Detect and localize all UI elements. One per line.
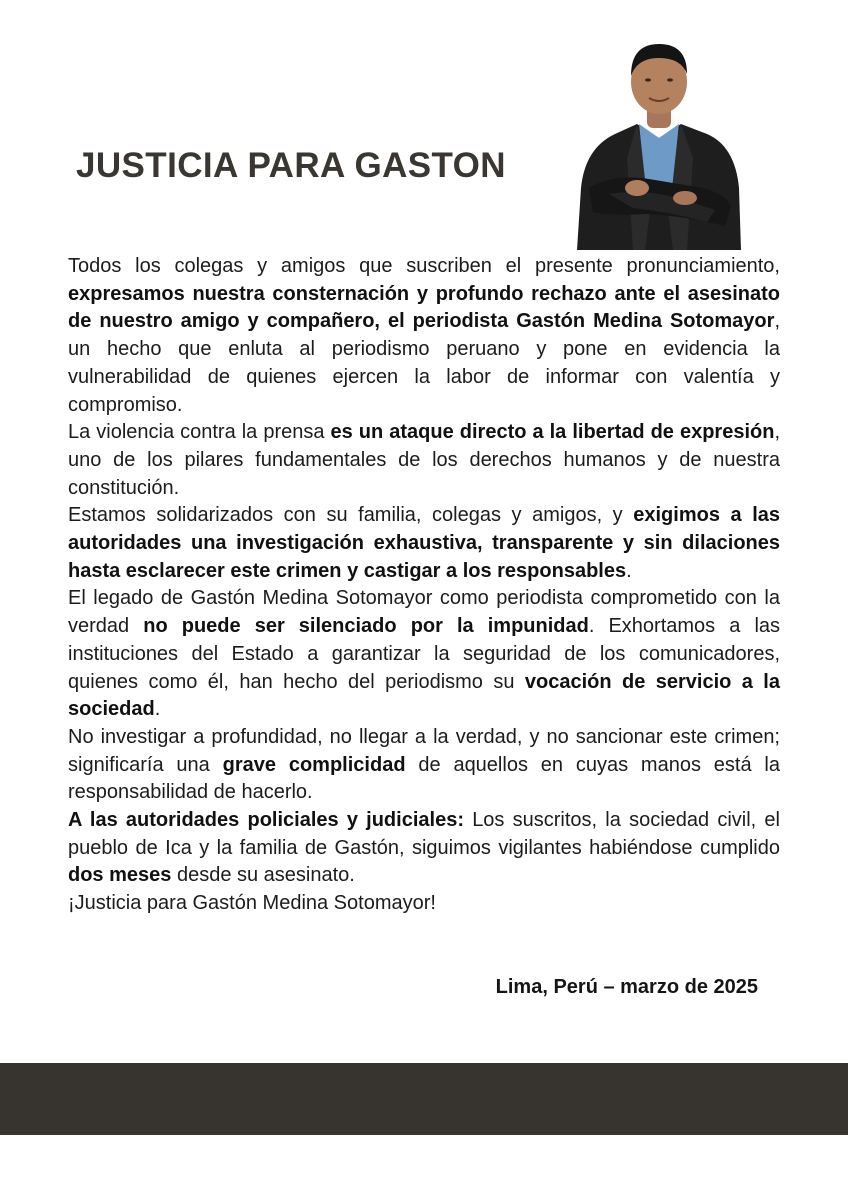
paragraph-text: ¡Justicia para Gastón Medina Sotomayor! (68, 892, 436, 915)
statement-paragraph (68, 502, 780, 585)
emphasis-text: vocación de servicio a la sociedad (68, 670, 780, 721)
emphasis-text: A las autoridades policiales y judiciales: (68, 809, 464, 832)
paragraph-text: Estamos solidarizados con su familia, colegas y amigos, y (68, 504, 634, 527)
paragraph-text: de aquellos en cuyas manos está la responsabilidad de hacerlo. (68, 753, 780, 804)
paragraph-text: . Exhortamos a las instituciones del Estado a garantizar la seguridad de los comunicadores, quienes como él, han hecho del periodismo su (68, 615, 781, 693)
emphasis-text: dos meses (68, 864, 172, 887)
statement-paragraph (68, 890, 780, 918)
emphasis-text: es un ataque directo a la libertad de expresión (330, 421, 775, 444)
paragraph-text: desde su asesinato. (171, 864, 355, 887)
paragraph-text: Los suscritos, la sociedad civil, el pueblo de Ica y la familia de Gastón, siguimos vigilantes habiéndose cumplido (68, 809, 780, 859)
statement-paragraph (68, 807, 780, 890)
statement-paragraph (68, 585, 780, 724)
paragraph-text: . (154, 698, 161, 721)
place-date-signature: Lima, Perú – marzo de 2025 (495, 976, 758, 998)
paragraph-text: Todos los colegas y amigos que suscriben el presente pronunciamiento, (68, 255, 780, 277)
emphasis-text: expresamos nuestra consternación y profundo rechazo ante el asesinato de nuestro amigo y compañero, el periodista Gastón Medina Sotomayor (68, 282, 780, 333)
emphasis-text: no puede ser silenciado por la impunidad (143, 615, 589, 638)
statement-paragraph (68, 253, 780, 419)
paragraph-text: , uno de los pilares fundamentales de los derechos humanos y de nuestra constitución. (68, 421, 781, 499)
statement-paragraph (68, 419, 780, 502)
statement-body (68, 253, 780, 918)
statement-paragraph (68, 724, 780, 807)
paragraph-text: . (626, 559, 632, 582)
footer-band (0, 1063, 848, 1135)
emphasis-text: grave complicidad (222, 753, 406, 776)
paragraph-text: La violencia contra la prensa (68, 421, 331, 444)
portrait-photo (575, 38, 743, 250)
page-title: JUSTICIA PARA GASTON (76, 146, 506, 185)
paragraph-text: No investigar a profundidad, no llegar a la verdad, y no sancionar este crimen; significaría una (68, 725, 780, 776)
paragraph-text: El legado de Gastón Medina Sotomayor como periodista comprometido con la verdad (68, 587, 780, 638)
paragraph-text: , un hecho que enluta al periodismo peruano y pone en evidencia la vulnerabilidad de quienes ejercen la labor de informar con valentía y compromiso. (68, 310, 780, 416)
emphasis-text: exigimos a las autoridades una investigación exhaustiva, transparente y sin dilaciones hasta esclarecer este crimen y castigar a los responsables (68, 504, 780, 582)
